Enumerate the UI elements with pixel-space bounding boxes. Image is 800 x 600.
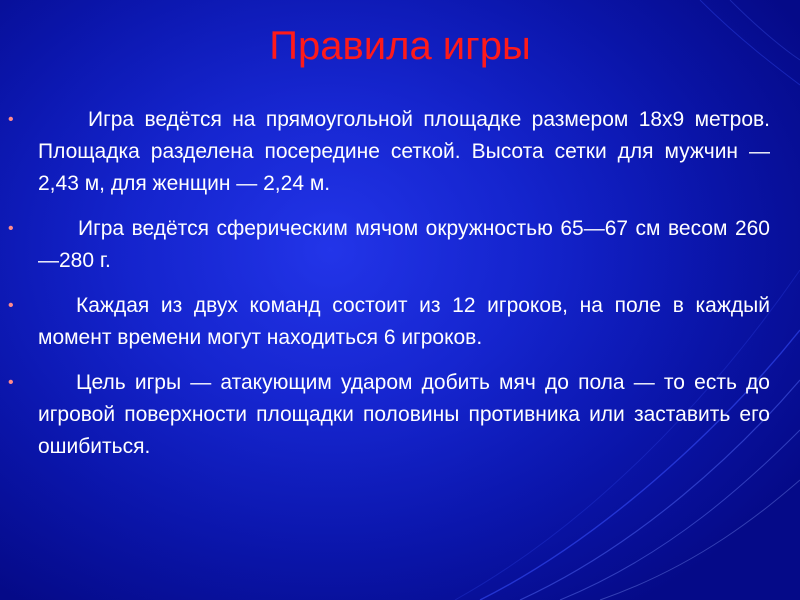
bullet-marker: • bbox=[8, 111, 14, 128]
bullet-text: Игра ведётся сферическим мячом окружностью 65—67 см весом 260—280 г. bbox=[38, 217, 770, 272]
bullet-text: Цель игры — атакующим ударом добить мяч до пола — то есть до игровой поверхности площадки половины противника или заставить его ошибиться. bbox=[38, 371, 776, 458]
bullet-item bbox=[0, 213, 800, 277]
slide-title: Правила игры bbox=[269, 24, 531, 68]
bullet-list bbox=[0, 104, 800, 476]
bullet-item bbox=[0, 290, 800, 354]
bullet-item bbox=[0, 104, 800, 200]
bullet-item bbox=[0, 367, 800, 463]
bullet-marker: • bbox=[8, 220, 14, 237]
bullet-marker: • bbox=[8, 374, 14, 391]
bullet-marker: • bbox=[8, 297, 14, 314]
bullet-text: Игра ведётся на прямоугольной площадке размером 18х9 метров. Площадка разделена посередине сеткой. Высота сетки для мужчин — 2,43 м, для женщин — 2,24 м. bbox=[38, 108, 776, 195]
bullet-text: Каждая из двух команд состоит из 12 игроков, на поле в каждый момент времени могут находиться 6 игроков. bbox=[38, 294, 776, 349]
